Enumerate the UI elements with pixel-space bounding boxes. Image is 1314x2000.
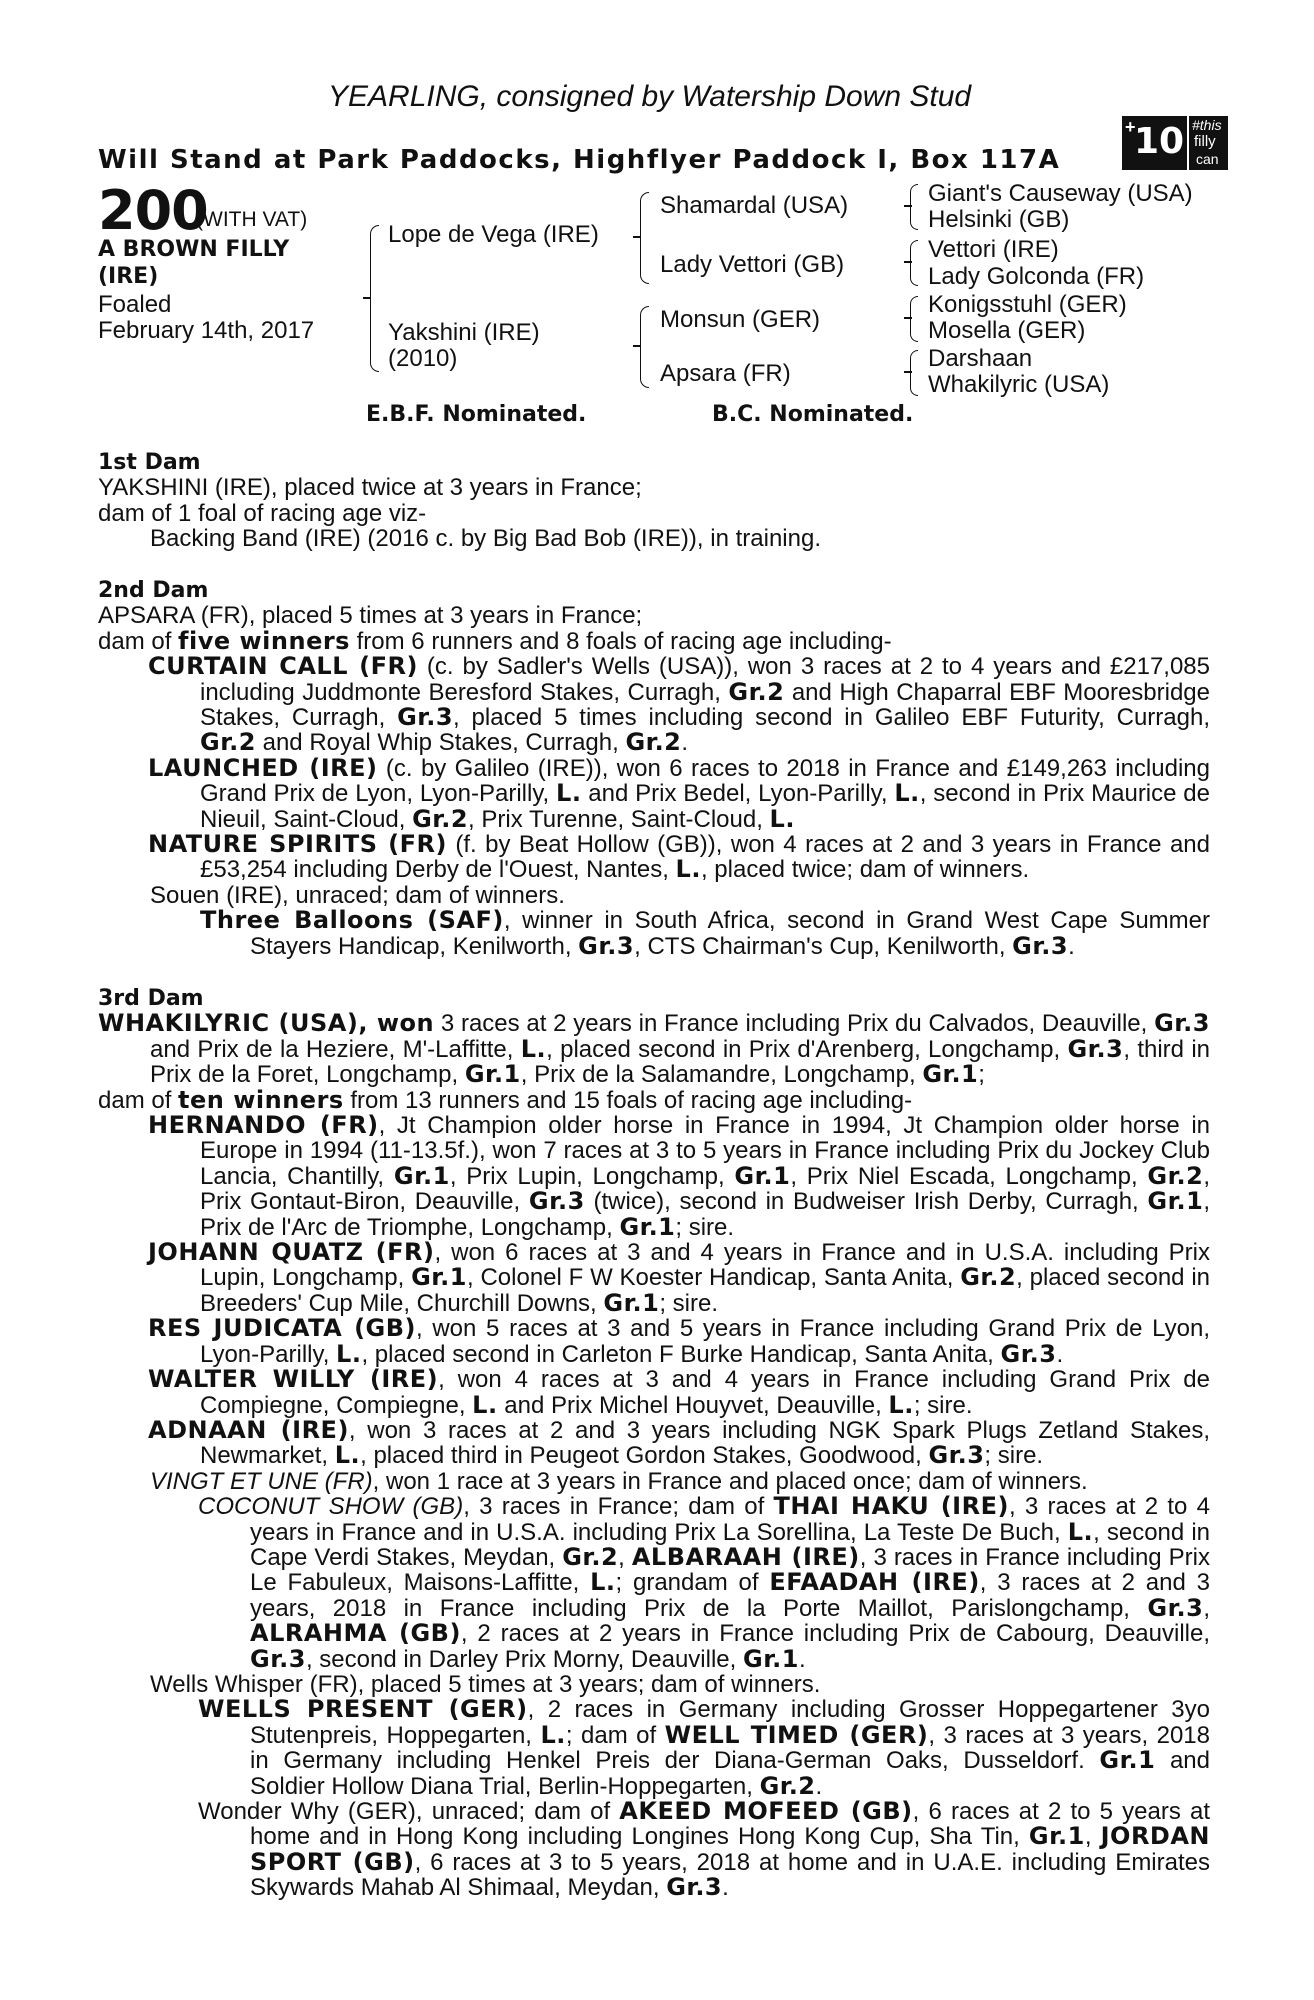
sire-sire: Shamardal (USA): [660, 192, 849, 219]
progeny-johann-quatz: JOHANN QUATZ (FR), won 6 races at 3 and 4 years in France and in U.S.A. including Prix Lupin, Longchamp, Gr.1, Colonel F W Koester Handicap, Santa Anita, Gr.2, placed second in Breeders' Cup Mile, Churchill Downs, Gr.1; sire.: [148, 1238, 1210, 1317]
progeny-launched: LAUNCHED (IRE) (c. by Galileo (IRE)), won 6 races to 2018 in France and £149,263 including Grand Prix de Lyon, Lyon-Parilly, L. and Prix Bedel, Lyon-Parilly, L., second in Prix Maurice de Nieuil, Saint-Cloud, Gr.2, Prix Turenne, Saint-Cloud, L.: [148, 753, 1211, 833]
foaled-label: Foaled: [98, 291, 172, 318]
progeny-walter-willy: WALTER WILLY (IRE), won 4 races at 3 and 4 years in France including Grand Prix de Compiegne, Compiegne, L. and Prix Michel Houyvet, Deauville, L.; sire.: [148, 1365, 1210, 1419]
ssd: Helsinki (GB): [928, 206, 1070, 233]
sdd: Lady Golconda (FR): [928, 263, 1145, 290]
logo-line2: filly: [1194, 133, 1216, 150]
dam-dam: Apsara (FR): [660, 360, 791, 387]
bc-nominated: B.C. Nominated.: [712, 402, 914, 427]
third-dam-whakilyric: WHAKILYRIC (USA), won 3 races at 2 years in France including Prix du Calvados, Deauville, Gr.3 and Prix de la Heziere, M'-Laffitte, L., placed second in Prix d'Arenberg, Longchamp, Gr.3, third in Prix de la Foret, Longchamp, Gr.1, Prix de la Salamandre, Longchamp, Gr.1;: [98, 1009, 1210, 1089]
progeny-vingt-et-une: VINGT ET UNE (FR), won 1 race at 3 years in France and placed once; dam of winners.: [150, 1467, 1088, 1495]
sss: Giant's Causeway (USA): [928, 180, 1193, 207]
sire: Lope de Vega (IRE): [388, 221, 599, 248]
ddd: Whakilyric (USA): [928, 371, 1110, 398]
lot-desc-1: A BROWN FILLY: [98, 237, 290, 262]
logo-line3: can: [1196, 151, 1219, 167]
logo-plus: +: [1125, 117, 1136, 137]
first-dam-section: [98, 450, 1210, 552]
sire-dam: Lady Vettori (GB): [660, 251, 845, 278]
second-dam-section: [98, 578, 1210, 959]
lot-desc-2: (IRE): [98, 264, 159, 289]
first-dam-line2: dam of 1 foal of racing age viz-: [98, 499, 427, 527]
progeny-hernando: HERNANDO (FR), Jt Champion older horse in France in 1994, Jt Champion older horse in Europe in 1994 (11-13.5f.), won 7 races at 3 to 5 years in France including Prix du Jockey Club Lancia, Chantilly, Gr.1, Prix Lupin, Longchamp, Gr.1, Prix Niel Escada, Longchamp, Gr.2, Prix Gontaut-Biron, Deauville, Gr.3 (twice), second in Budweiser Irish Derby, Curragh, Gr.1, Prix de l'Arc de Triomphe, Longchamp, Gr.1; sire.: [148, 1111, 1211, 1241]
first-dam-heading: 1st Dam: [98, 450, 201, 475]
third-dam-section: [98, 986, 1210, 1901]
dds: Darshaan: [928, 345, 1033, 372]
dam-year: (2010): [388, 345, 458, 372]
progeny-souen: Souen (IRE), unraced; dam of winners.: [150, 881, 565, 909]
logo-number: 10: [1134, 121, 1185, 162]
progeny-three-balloons: Three Balloons (SAF), winner in South Africa, second in Grand West Cape Summer Stayers Handicap, Kenilworth, Gr.3, CTS Chairman's Cup, Kenilworth, Gr.3.: [200, 906, 1211, 960]
dam: Yakshini (IRE): [388, 319, 540, 346]
vat-note: (WITH VAT): [196, 208, 308, 231]
first-dam-line1: YAKSHINI (IRE), placed twice at 3 years in France;: [98, 474, 642, 502]
second-dam-intro1: APSARA (FR), placed 5 times at 3 years in France;: [98, 602, 643, 630]
logo-line1: #this: [1192, 117, 1222, 133]
location-line: Will Stand at Park Paddocks, Highflyer Paddock I, Box 117A: [98, 145, 1061, 175]
progeny-wonder-why: Wonder Why (GER), unraced; dam of AKEED MOFEED (GB), 6 races at 2 to 5 years at home and in Hong Kong including Longines Hong Kong Cup, Sha Tin, Gr.1, JORDAN SPORT (GB), 6 races at 3 to 5 years, 2018 at home and in U.A.E. including Emirates Skywards Mahab Al Shimaal, Meydan, Gr.3.: [198, 1797, 1211, 1902]
second-dam-intro2: dam of five winners from 6 runners and 8 foals of racing age including-: [98, 626, 892, 655]
ebf-nominated: E.B.F. Nominated.: [366, 402, 587, 427]
progeny-wells-present: WELLS PRESENT (GER), 2 races in Germany including Grosser Hoppegartener 3yo Stutenpreis, Hoppegarten, L.; dam of WELL TIMED (GER), 3 races at 3 years, 2018 in Germany including Henkel Preis der Diana-German Oaks, Dusseldorf. Gr.1 and Soldier Hollow Diana Trial, Berlin-Hoppegarten, Gr.2.: [198, 1695, 1211, 1800]
dss: Konigsstuhl (GER): [928, 291, 1127, 318]
progeny-nature-spirits: NATURE SPIRITS (FR) (f. by Beat Hollow (GB)), won 4 races at 2 and 3 years in France and £53,254 including Derby de l'Ouest, Nantes, L., placed twice; dam of winners.: [148, 830, 1210, 884]
progeny-coconut-show: COCONUT SHOW (GB), 3 races in France; dam of THAI HAKU (IRE), 3 races at 2 to 4 years in France and in U.S.A. including Prix La Sorellina, La Teste De Buch, L., second in Cape Verdi Stakes, Meydan, Gr.2, ALBARAAH (IRE), 3 races in France including Prix Le Fabuleux, Maisons-Laffitte, L.; grandam of EFAADAH (IRE), 3 races at 2 and 3 years, 2018 in France including Prix de la Porte Maillot, Parislongchamp, Gr.3, ALRAHMA (GB), 2 races at 2 years in France including Prix de Cabourg, Deauville, Gr.3, second in Darley Prix Morny, Deauville, Gr.1.: [198, 1492, 1211, 1673]
sds: Vettori (IRE): [928, 236, 1059, 263]
progeny-res-judicata: RES JUDICATA (GB), won 5 races at 3 and 5 years in France including Grand Prix de Lyon, Lyon-Parilly, L., placed second in Carleton F Burke Handicap, Santa Anita, Gr.3.: [148, 1314, 1210, 1368]
foaled-date: February 14th, 2017: [98, 317, 315, 344]
progeny-adnaan: ADNAAN (IRE), won 3 races at 2 and 3 years including NGK Spark Plugs Zetland Stakes, Newmarket, L., placed third in Peugeot Gordon Stakes, Goodwood, Gr.3; sire.: [148, 1415, 1210, 1470]
dam-sire: Monsun (GER): [660, 306, 821, 333]
ten-logo: [1122, 116, 1228, 170]
third-dam-heading: 3rd Dam: [98, 986, 204, 1011]
first-dam-line3: Backing Band (IRE) (2016 c. by Big Bad Bob (IRE)), in training.: [150, 525, 821, 553]
page-title: YEARLING, consigned by Watership Down Stud: [328, 80, 972, 113]
progeny-wells-whisper: Wells Whisper (FR), placed 5 times at 3 years; dam of winners.: [150, 1670, 821, 1698]
progeny-curtain-call: CURTAIN CALL (FR) (c. by Sadler's Wells (USA)), won 3 races at 2 to 4 years and £217,085 including Juddmonte Beresford Stakes, Curragh, Gr.2 and High Chaparral EBF Mooresbridge Stakes, Curragh, Gr.3, placed 5 times including second in Galileo EBF Futurity, Curragh, Gr.2 and Royal Whip Stakes, Curragh, Gr.2.: [148, 652, 1211, 757]
second-dam-heading: 2nd Dam: [98, 578, 209, 603]
lot-number: 200: [98, 179, 208, 242]
third-dam-dam-of: dam of ten winners from 13 runners and 15 foals of racing age including-: [98, 1085, 913, 1114]
dsd: Mosella (GER): [928, 317, 1086, 344]
